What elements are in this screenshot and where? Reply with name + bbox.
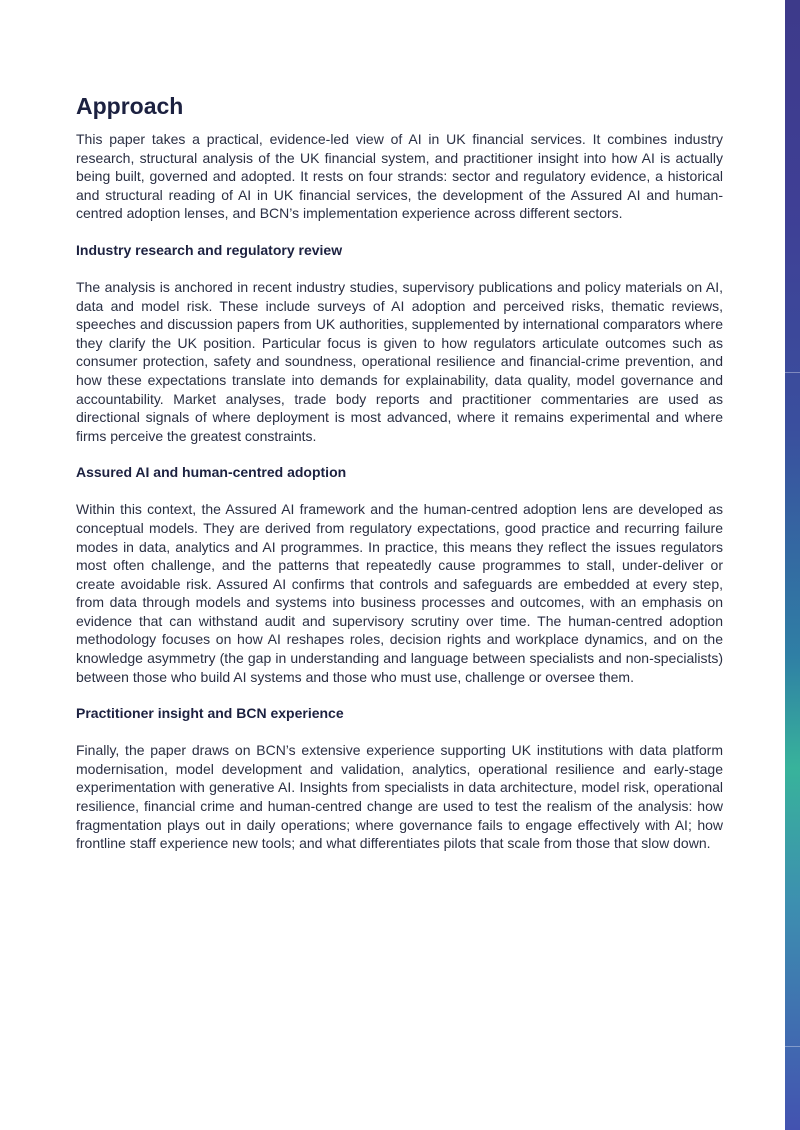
section-heading-assured-ai: Assured AI and human-centred adoption — [76, 464, 347, 481]
section-body-assured-ai: Within this context, the Assured AI framework and the human-centred adoption lens are developed as conceptual models. They are derived from regulatory expectations, good practice and recurring failure modes in data, analytics and AI programmes. In practice, this means they reflect the issues regulators most often challenge, and the patterns that repeatedly cause programmes to stall, under-deliver or create avoidable risk. Assured AI confirms that controls and safeguards are embedded at every step, from data through models and systems into business processes and outcomes, with an emphasis on evidence that can withstand audit and supervisory scrutiny over time. The human-centred adoption methodology focuses on how AI reshapes roles, decision rights and workplace dynamics, and on the knowledge asymmetry (the gap in understanding and language between specialists and non-specialists) between those who build AI systems and those who must use, challenge or oversee them. — [76, 501, 723, 685]
section-heading-industry-research: Industry research and regulatory review — [76, 241, 343, 258]
decorative-side-band — [785, 0, 800, 1130]
band-accent-line — [785, 1046, 800, 1047]
section-heading-practitioner-insight: Practitioner insight and BCN experience — [76, 705, 344, 722]
section-body-practitioner-insight: Finally, the paper draws on BCN’s extensive experience supporting UK institutions with data platform modernisation, model development and validation, analytics, operational resilience and early-stage experimentation with generative AI. Insights from specialists in data architecture, model risk, operational resilience, financial crime and human-centred change are used to test the realism of the analysis: how fragmentation plays out in daily operations; where governance fails to engage effectively with AI; how frontline staff experience new tools; and what differentiates pilots that scale from those that slow down. — [76, 742, 723, 852]
main-content — [76, 92, 723, 871]
section-body-industry-research: The analysis is anchored in recent industry studies, supervisory publications and policy materials on AI, data and model risk. These include surveys of AI adoption and perceived risks, thematic reviews, speeches and discussion papers from UK authorities, supplemented by international comparators where they clarify the UK position. Particular focus is given to how regulators articulate outcomes such as consumer protection, safety and soundness, operational resilience and financial-crime prevention, and how these expectations translate into demands for explainability, data quality, model governance and accountability. Market analyses, trade body reports and practitioner commentaries are used as directional signals of where deployment is most advanced, where it remains experimental and where firms perceive the greatest constraints. — [76, 278, 723, 444]
page-title: Approach — [76, 93, 184, 119]
intro-paragraph: This paper takes a practical, evidence-led view of AI in UK financial services. It combines industry research, structural analysis of the UK financial system, and practitioner insight into how AI is actually being built, governed and adopted. It rests on four strands: sector and regulatory evidence, a historical and structural reading of AI in UK financial services, the development of the Assured AI and human-centred adoption lenses, and BCN’s implementation experience across different sectors. — [76, 131, 723, 222]
band-accent-line — [785, 372, 800, 373]
